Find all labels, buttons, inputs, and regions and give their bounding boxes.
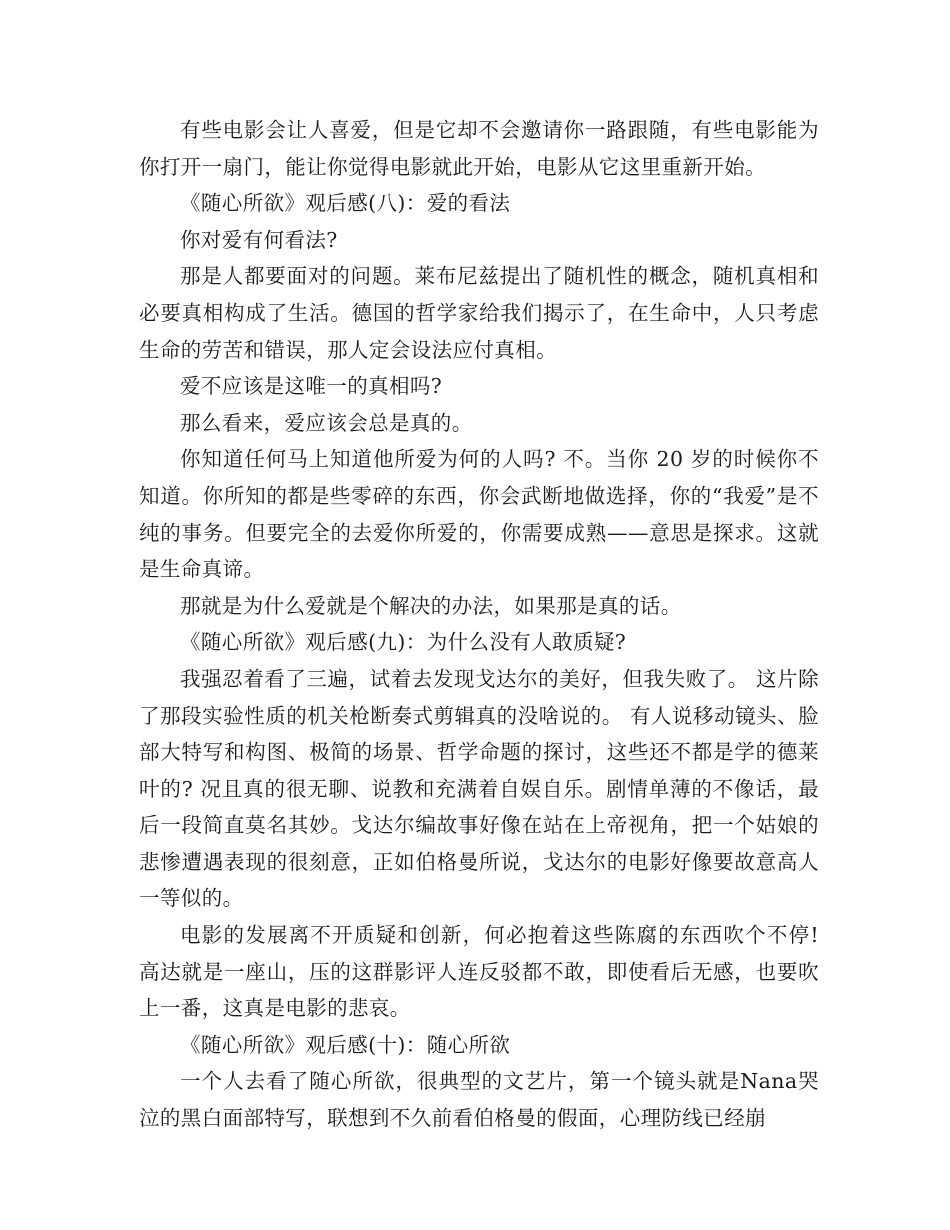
paragraph: 你对爱有何看法? (180, 227, 338, 252)
paragraph: 你知道任何马上知道他所爱为何的人吗? 不。当你 20 岁的时候你不知道。你所知的都是些零碎的东西，你会武断地做选择，你的“我爱”是不纯的事务。但要完全的去爱你所爱的，你需要成熟——意思是探求。这就是生命真谛。 (139, 447, 819, 582)
paragraph: 那就是为什么爱就是个解决的办法，如果那是真的话。 (180, 593, 682, 618)
section-heading: 《随心所欲》观后感(九)：为什么没有人敢质疑? (180, 630, 627, 655)
section-heading: 《随心所欲》观后感(八)：爱的看法 (180, 191, 511, 216)
paragraph: 我强忍着看了三遍，试着去发现戈达尔的美好，但我失败了。 这片除了那段实验性质的机关枪断奏式剪辑真的没啥说的。 有人说移动镜头、脸部大特写和构图、极简的场景、哲学命题的探讨，这些还不都是学的德莱叶的? 况且真的很无聊、说教和充满着自娱自乐。剧情单薄的不像话，最后一段简直莫名其妙。戈达尔编故事好像在站在上帝视角，把一个姑娘的悲惨遭遇表现的很刻意，正如伯格曼所说，戈达尔的电影好像要故意高人一等似的。 (139, 666, 819, 911)
section-heading: 《随心所欲》观后感(十)：随心所欲 (180, 1032, 511, 1057)
paragraph: 那是人都要面对的问题。莱布尼兹提出了随机性的概念，随机真相和必要真相构成了生活。德国的哲学家给我们揭示了，在生命中，人只考虑生命的劳苦和错误，那人定会设法应付真相。 (139, 264, 819, 362)
paragraph: 有些电影会让人喜爱，但是它却不会邀请你一路跟随，有些电影能为你打开一扇门，能让你觉得电影就此开始，电影从它这里重新开始。 (139, 118, 819, 179)
paragraph: 电影的发展离不开质疑和创新，何必抱着这些陈腐的东西吹个不停! 高达就是一座山，压的这群影评人连反驳都不敢，即使看后无感，也要吹上一番，这真是电影的悲哀。 (139, 923, 819, 1021)
paragraph: 爱不应该是这唯一的真相吗? (180, 374, 443, 399)
paragraph: 那么看来，爱应该会总是真的。 (180, 410, 473, 435)
document-body (139, 112, 819, 1137)
paragraph: 一个人去看了随心所欲，很典型的文艺片，第一个镜头就是Nana哭泣的黑白面部特写，联想到不久前看伯格曼的假面，心理防线已经崩 (139, 1069, 819, 1131)
